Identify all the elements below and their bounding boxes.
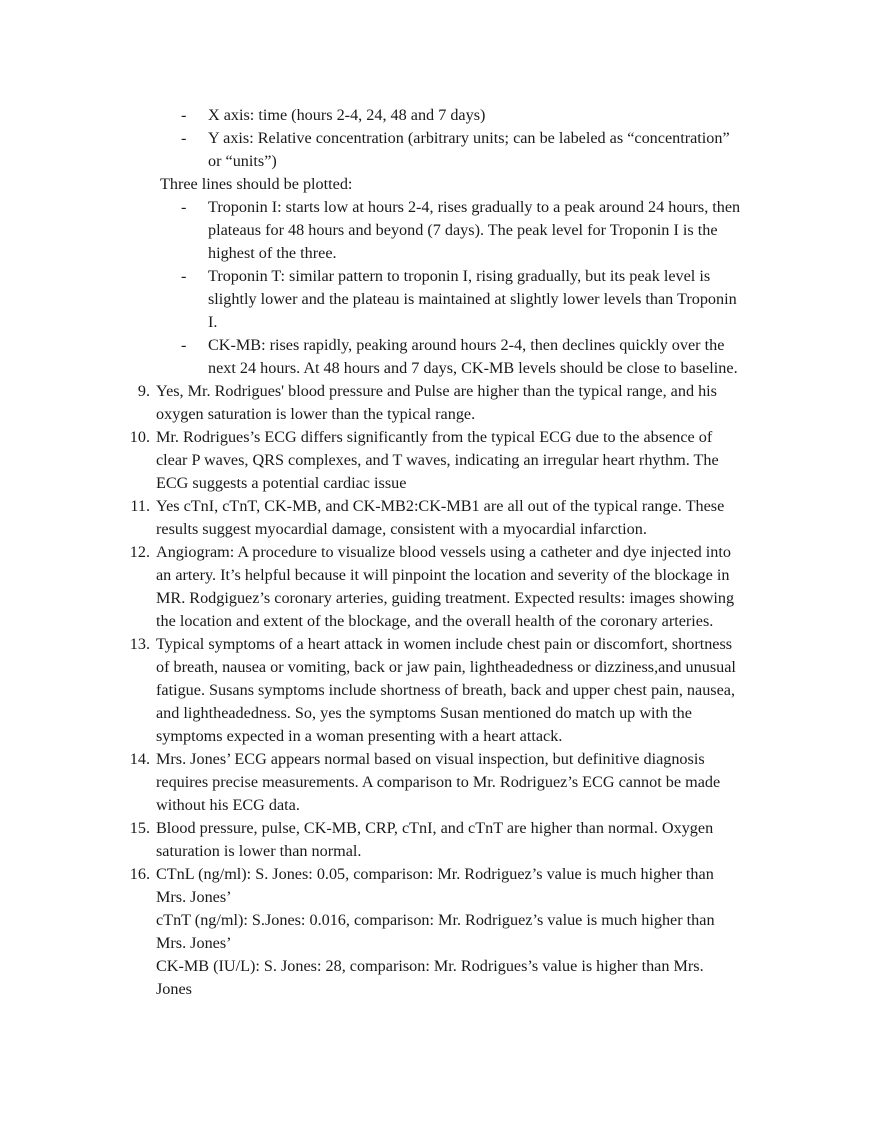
text-line: clear P waves, QRS complexes, and T waves, indicating an irregular heart rhythm. The xyxy=(156,451,719,469)
answer-item-14 xyxy=(129,748,780,817)
text-line: X axis: time (hours 2-4, 24, 48 and 7 days) xyxy=(208,106,486,124)
text-line: Angiogram: A procedure to visualize blood vessels using a catheter and dye injected into xyxy=(156,543,731,561)
text-line: Troponin I: starts low at hours 2-4, rises gradually to a peak around 24 hours, then xyxy=(208,198,741,216)
answer-item-13 xyxy=(129,633,780,748)
plot-bullet-troponin-i xyxy=(181,196,778,265)
text-line: slightly lower and the plateau is maintained at slightly lower levels than Troponin xyxy=(208,290,737,308)
text-line: and lightheadedness. So, yes the symptoms Susan mentioned do match up with the xyxy=(156,704,692,722)
text-line: highest of the three. xyxy=(208,244,337,262)
item-number: 13. xyxy=(129,635,150,653)
plot-bullet-ck-mb xyxy=(181,334,778,380)
item-number: 16. xyxy=(129,865,150,883)
plot-bullet-troponin-t xyxy=(181,265,778,334)
answer-list xyxy=(0,380,880,1001)
answer-item-15 xyxy=(129,817,780,863)
text-line: requires precise measurements. A comparison to Mr. Rodriguez’s ECG cannot be made xyxy=(156,773,721,791)
text-line: saturation is lower than normal. xyxy=(156,842,362,860)
text-line: Troponin T: similar pattern to troponin I, rising gradually, but its peak level is xyxy=(208,267,711,285)
text-line: MR. Rodgiguez’s coronary arteries, guiding treatment. Expected results: images showing xyxy=(156,589,735,607)
text-line: CK-MB: rises rapidly, peaking around hours 2-4, then declines quickly over the xyxy=(208,336,725,354)
item-number: 12. xyxy=(129,543,150,561)
item-number: 11. xyxy=(130,497,150,515)
text-line: I. xyxy=(208,313,218,331)
text-line: results suggest myocardial damage, consistent with a myocardial infarction. xyxy=(156,520,647,538)
answer-item-9 xyxy=(137,380,780,426)
answer-item-16 xyxy=(129,863,780,1001)
text-line: Typical symptoms of a heart attack in women include chest pain or discomfort, shortness xyxy=(156,635,733,653)
text-line: plateaus for 48 hours and beyond (7 days). The peak level for Troponin I is the xyxy=(208,221,718,239)
text-line: without his ECG data. xyxy=(156,796,300,814)
dash-marker: - xyxy=(181,129,187,147)
item-number: 15. xyxy=(129,819,150,837)
text-line: oxygen saturation is lower than the typical range. xyxy=(156,405,476,423)
dash-marker: - xyxy=(181,106,187,124)
axis-list xyxy=(0,104,880,173)
text-line: Y axis: Relative concentration (arbitrary units; can be labeled as “concentration” xyxy=(208,129,730,147)
text-line: Blood pressure, pulse, CK-MB, CRP, cTnI, and cTnT are higher than normal. Oxygen xyxy=(156,819,714,837)
text-line: symptoms expected in a woman presenting with a heart attack. xyxy=(156,727,563,745)
answer-item-12 xyxy=(129,541,780,633)
plot-list xyxy=(0,196,880,380)
axis-bullet-y xyxy=(181,127,778,173)
text-line: Mrs. Jones’ xyxy=(156,888,232,906)
text-line: fatigue. Susans symptoms include shortness of breath, back and upper chest pain, nausea, xyxy=(156,681,736,699)
plot-intro: Three lines should be plotted: xyxy=(160,175,353,193)
item-number: 10. xyxy=(129,428,150,446)
answer-item-10 xyxy=(129,426,780,495)
text-line: next 24 hours. At 48 hours and 7 days, CK-MB levels should be close to baseline. xyxy=(208,359,738,377)
answer-item-11 xyxy=(130,495,780,541)
item-number: 14. xyxy=(129,750,150,768)
text-line: Yes cTnI, cTnT, CK-MB, and CK-MB2:CK-MB1 are all out of the typical range. These xyxy=(156,497,725,515)
text-line: the location and extent of the blockage, and the overall health of the coronary arteries. xyxy=(156,612,714,630)
text-line: CK-MB (IU/L): S. Jones: 28, comparison: Mr. Rodrigues’s value is higher than Mrs. xyxy=(156,957,704,975)
text-line: CTnL (ng/ml): S. Jones: 0.05, comparison: Mr. Rodriguez’s value is much higher than xyxy=(156,865,714,883)
item-number: 9. xyxy=(137,382,150,400)
text-line: Yes, Mr. Rodrigues' blood pressure and Pulse are higher than the typical range, and his xyxy=(156,382,717,400)
dash-marker: - xyxy=(181,336,187,354)
axis-bullet-x xyxy=(181,104,778,127)
text-line: or “units”) xyxy=(208,152,277,170)
document-page xyxy=(0,104,880,1001)
text-line: Jones xyxy=(156,980,192,998)
text-line: of breath, nausea or vomiting, back or jaw pain, lightheadedness or dizziness,and unusual xyxy=(156,658,736,676)
text-line: Mrs. Jones’ xyxy=(156,934,232,952)
text-line: cTnT (ng/ml): S.Jones: 0.016, comparison: Mr. Rodriguez’s value is much higher than xyxy=(156,911,715,929)
text-line: ECG suggests a potential cardiac issue xyxy=(156,474,407,492)
text-line: Mrs. Jones’ ECG appears normal based on visual inspection, but definitive diagnosis xyxy=(156,750,705,768)
text-line: an artery. It’s helpful because it will pinpoint the location and severity of the blockage in xyxy=(156,566,730,584)
dash-marker: - xyxy=(181,267,187,285)
dash-marker: - xyxy=(181,198,187,216)
text-line: Mr. Rodrigues’s ECG differs significantly from the typical ECG due to the absence of xyxy=(156,428,713,446)
